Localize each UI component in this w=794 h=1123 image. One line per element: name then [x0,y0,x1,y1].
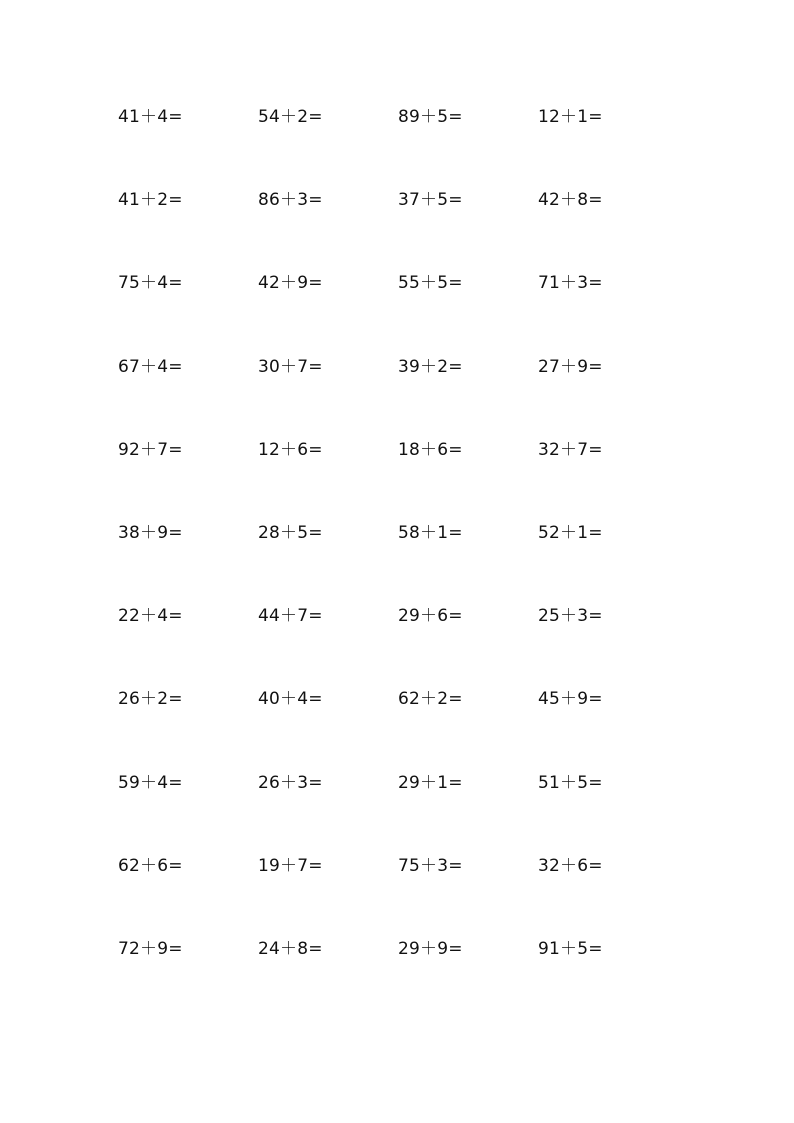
problem-item: 32＋7= [538,439,603,460]
problem-item: 62＋2= [398,689,463,710]
problem-item: 12＋6= [258,439,323,460]
problem-item: 25＋3= [538,606,603,627]
problem-item: 28＋5= [258,522,323,543]
problem-item: 55＋5= [398,273,463,294]
problem-item: 91＋5= [538,938,603,959]
problem-item: 42＋8= [538,190,603,211]
problem-item: 40＋4= [258,689,323,710]
problem-item: 41＋2= [118,190,183,211]
problem-item: 19＋7= [258,855,323,876]
problem-item: 54＋2= [258,107,323,127]
problem-item: 26＋2= [118,689,183,710]
problem-item: 59＋4= [118,772,183,793]
problem-item: 67＋4= [118,356,183,377]
problem-item: 12＋1= [538,107,603,127]
problem-item: 32＋6= [538,855,603,876]
problem-item: 89＋5= [398,107,463,127]
problem-item: 86＋3= [258,190,323,211]
problem-item: 44＋7= [258,606,323,627]
problem-item: 29＋9= [398,938,463,959]
problem-item: 71＋3= [538,273,603,294]
problem-item: 92＋7= [118,439,183,460]
problem-grid [118,106,678,1021]
problem-item: 51＋5= [538,772,603,793]
problem-item: 22＋4= [118,606,183,627]
problem-item: 45＋9= [538,689,603,710]
problem-item: 24＋8= [258,938,323,959]
problem-item: 62＋6= [118,855,183,876]
problem-item: 27＋9= [538,356,603,377]
problem-item: 37＋5= [398,190,463,211]
problem-item: 30＋7= [258,356,323,377]
problem-item: 29＋6= [398,606,463,627]
problem-item: 52＋1= [538,522,603,543]
problem-item: 29＋1= [398,772,463,793]
problem-item: 75＋4= [118,273,183,294]
problem-item: 26＋3= [258,772,323,793]
problem-item: 18＋6= [398,439,463,460]
problem-item: 38＋9= [118,522,183,543]
problem-item: 39＋2= [398,356,463,377]
problem-item: 41＋4= [118,107,183,127]
problem-item: 58＋1= [398,522,463,543]
problem-item: 72＋9= [118,938,183,959]
problem-item: 42＋9= [258,273,323,294]
problem-item: 75＋3= [398,855,463,876]
